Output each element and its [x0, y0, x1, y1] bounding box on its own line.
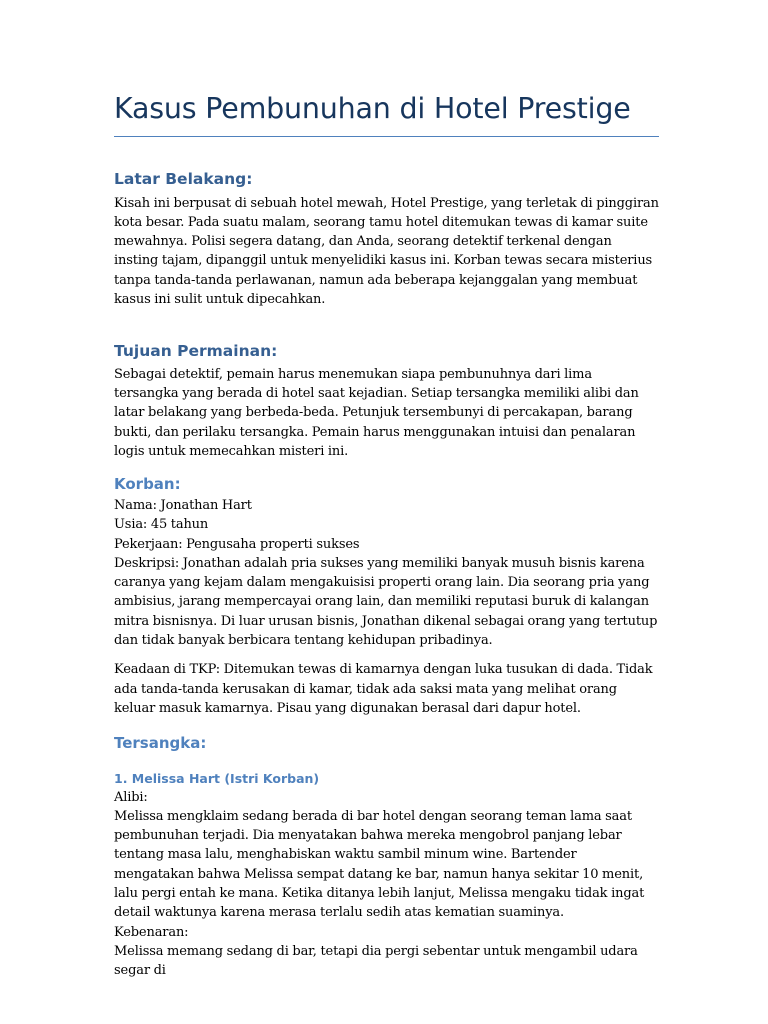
- heading-tersangka: Tersangka:: [114, 734, 207, 753]
- suspect-1-kebenaran-label: Kebenaran:: [114, 924, 189, 940]
- heading-suspect-1: 1. Melissa Hart (Istri Korban): [114, 770, 320, 786]
- korban-tkp: Keadaan di TKP: Ditemukan tewas di kamarnya dengan luka tusukan di dada. Tidak ada tanda-tanda kerusakan di kamar, tidak ada saksi mata yang melihat orang keluar masuk kamarnya. Pisau yang digunakan berasal dari dapur hotel.: [114, 662, 653, 716]
- heading-tujuan-permainan: Tujuan Permainan:: [114, 342, 278, 361]
- document-title: Kasus Pembunuhan di Hotel Prestige: [114, 92, 659, 137]
- korban-pekerjaan: Pekerjaan: Pengusaha properti sukses: [114, 536, 360, 552]
- heading-korban: Korban:: [114, 475, 181, 494]
- korban-deskripsi: Deskripsi: Jonathan adalah pria sukses yang memiliki banyak musuh bisnis karena caranya yang kejam dalam mengakuisisi properti orang lain. Dia seorang pria yang ambisius, jarang mempercayai orang lain, dan memiliki reputasi buruk di kalangan mitra bisnisnya. Di luar urusan bisnis, Jonathan dikenal sebagai orang yang tertutup dan tidak banyak berbicara tentang kehidupan pribadinya.: [114, 555, 658, 649]
- korban-usia: Usia: 45 tahun: [114, 517, 209, 533]
- document-content: [114, 92, 659, 981]
- korban-nama: Nama: Jonathan Hart: [114, 497, 252, 513]
- heading-latar-belakang: Latar Belakang:: [114, 170, 253, 189]
- suspect-1-alibi: Melissa mengklaim sedang berada di bar hotel dengan seorang teman lama saat pembunuhan terjadi. Dia menyatakan bahwa mereka mengobrol panjang lebar tentang masa lalu, menghabiskan waktu sambil minum wine. Bartender mengatakan bahwa Melissa sempat datang ke bar, namun hanya sekitar 10 menit, lalu pergi entah ke mana. Ketika ditanya lebih lanjut, Melissa mengaku tidak ingat detail waktunya karena merasa terlalu sedih atas kematian suaminya.: [114, 808, 645, 921]
- suspect-1-kebenaran: Melissa memang sedang di bar, tetapi dia pergi sebentar untuk mengambil udara segar di: [114, 943, 638, 979]
- paragraph-tujuan-permainan: Sebagai detektif, pemain harus menemukan siapa pembunuhnya dari lima tersangka yang berada di hotel saat kejadian. Setiap tersangka memiliki alibi dan latar belakang yang berbeda-beda. Petunjuk tersembunyi di percakapan, barang bukti, dan perilaku tersangka. Pemain harus menggunakan intuisi dan penalaran logis untuk memecahkan misteri ini.: [114, 366, 639, 459]
- paragraph-latar-belakang: Kisah ini berpusat di sebuah hotel mewah, Hotel Prestige, yang terletak di pinggiran kota besar. Pada suatu malam, seorang tamu hotel ditemukan tewas di kamar suite mewahnya. Polisi segera datang, dan Anda, seorang detektif terkenal dengan insting tajam, dipanggil untuk menyelidiki kasus ini. Korban tewas secara misterius tanpa tanda-tanda perlawanan, namun ada beberapa kejanggalan yang membuat kasus ini sulit untuk dipecahkan.: [114, 195, 659, 308]
- suspect-1-alibi-label: Alibi:: [114, 789, 148, 805]
